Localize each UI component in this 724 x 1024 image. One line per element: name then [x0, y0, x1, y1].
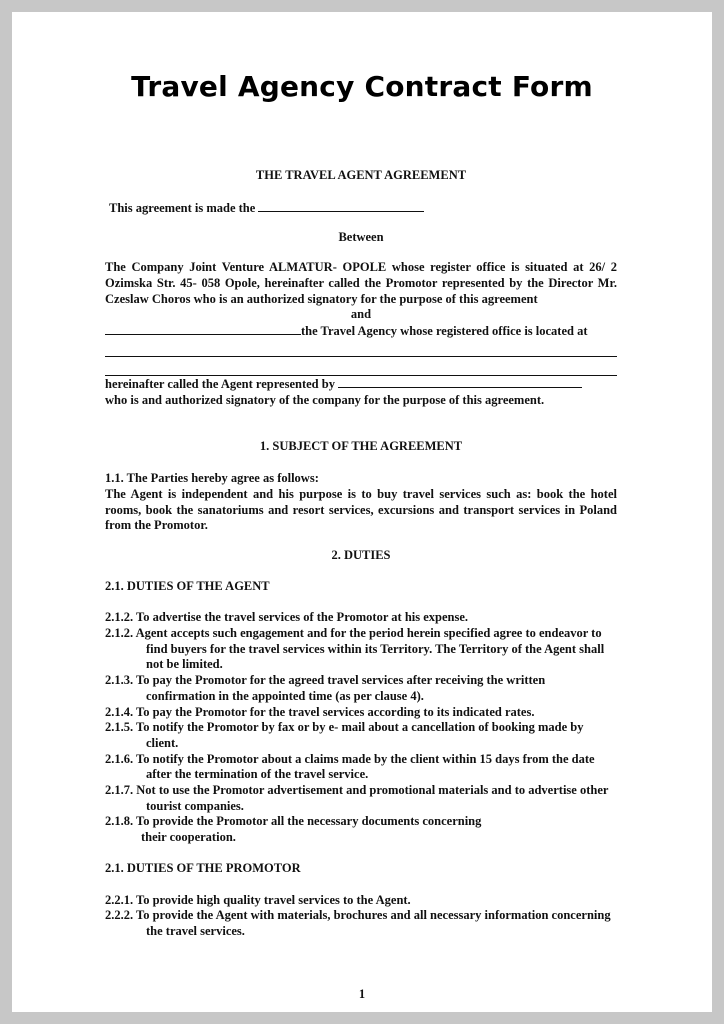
made-line-label: This agreement is made the [109, 200, 256, 215]
duty-item [105, 814, 501, 845]
duty-text: To provide the Promotor all the necessary documents concerning their cooperation. [136, 814, 482, 845]
promotor-duty-item [105, 893, 617, 909]
duty-item [105, 610, 617, 626]
section-1-intro: 1.1. The Parties hereby agree as follows: [105, 471, 319, 486]
duty-number: 2.1.2. [105, 610, 134, 625]
duty-item [105, 673, 617, 704]
address-blank-1[interactable] [105, 342, 617, 358]
page-title: Travel Agency Contract Form [131, 70, 593, 103]
duty-text: To advertise the travel services of the Promotor at his expense. [136, 610, 469, 625]
page-number: 1 [358, 987, 366, 1001]
agent-rep-line [105, 376, 617, 393]
and-label: and [350, 307, 372, 322]
duty-text: To notify the Promotor by fax or by e- mail about a cancellation of booking made by client. [136, 720, 584, 750]
between-label: Between [338, 230, 384, 245]
duty-item [105, 752, 617, 783]
duty-number: 2.1.2. [105, 626, 134, 641]
duty-number: 2.2.1. [105, 892, 134, 907]
duty-text: Not to use the Promotor advertisement and promotional materials and to advertise other tourist companies. [136, 783, 609, 813]
section-1-paragraph: The Agent is independent and his purpose is to buy travel services such as: book the hotel rooms, book the sanatoriums and resort services, excursions and transport services in Poland from the Promotor. [105, 486, 617, 533]
promotor-duties-heading: 2.1. DUTIES OF THE PROMOTOR [105, 860, 301, 875]
agency-line-label: the Travel Agency whose registered office is located at [301, 323, 588, 338]
duty-text: To pay the Promotor for the travel services according to its indicated rates. [136, 704, 535, 719]
duty-number: 2.1.4. [105, 704, 134, 719]
agreement-body [105, 168, 617, 940]
authorized-line: who is and authorized signatory of the company for the purpose of this agreement. [105, 392, 545, 407]
agency-line [105, 323, 617, 340]
agent-duties-heading: 2.1. DUTIES OF THE AGENT [105, 578, 270, 593]
duty-text: To notify the Promotor about a claims made by the client within 15 days from the date after the termination of the travel service. [136, 751, 595, 782]
duty-item [105, 783, 617, 814]
representative-blank[interactable] [338, 376, 582, 388]
date-blank[interactable] [258, 200, 424, 212]
duty-text: To pay the Promotor for the agreed travel services after receiving the written confirmation in the appointed time (as per clause 4). [136, 673, 546, 703]
address-blank-2[interactable] [105, 360, 617, 376]
section-2-heading: 2. DUTIES [331, 547, 391, 562]
duty-item [105, 626, 617, 673]
duty-item [105, 705, 617, 721]
duty-number: 2.1.3. [105, 673, 134, 688]
duty-item [105, 720, 617, 751]
duty-number: 2.1.6. [105, 751, 134, 766]
agency-name-blank[interactable] [105, 323, 301, 335]
duty-number: 2.1.5. [105, 720, 134, 735]
document-page [12, 12, 712, 1012]
duty-number: 2.2.2. [105, 908, 134, 923]
duty-text: Agent accepts such engagement and for the period herein specified agree to endeavor to find buyers for the travel services within its Territory. The Territory of the Agent shall not be limited. [135, 626, 605, 672]
duty-number: 2.1.7. [105, 783, 134, 798]
duty-text: To provide the Agent with materials, brochures and all necessary information concerning the travel services. [136, 908, 611, 938]
promotor-paragraph: The Company Joint Venture ALMATUR- OPOLE whose register office is situated at 26/ 2 Ozimska Str. 45- 058 Opole, hereinafter called the Promotor represented by the Director Mr. Czeslaw Choros who is an authorized signatory for the purpose of this agreement [105, 260, 617, 306]
made-line [105, 200, 617, 217]
duty-text: To provide high quality travel services to the Agent. [136, 892, 411, 907]
section-1-heading: 1. SUBJECT OF THE AGREEMENT [259, 439, 463, 454]
agreement-heading: THE TRAVEL AGENT AGREEMENT [255, 168, 467, 182]
duty-number: 2.1.8. [105, 814, 134, 829]
promotor-duty-item [105, 908, 617, 939]
agent-rep-label: hereinafter called the Agent represented by [105, 377, 335, 391]
